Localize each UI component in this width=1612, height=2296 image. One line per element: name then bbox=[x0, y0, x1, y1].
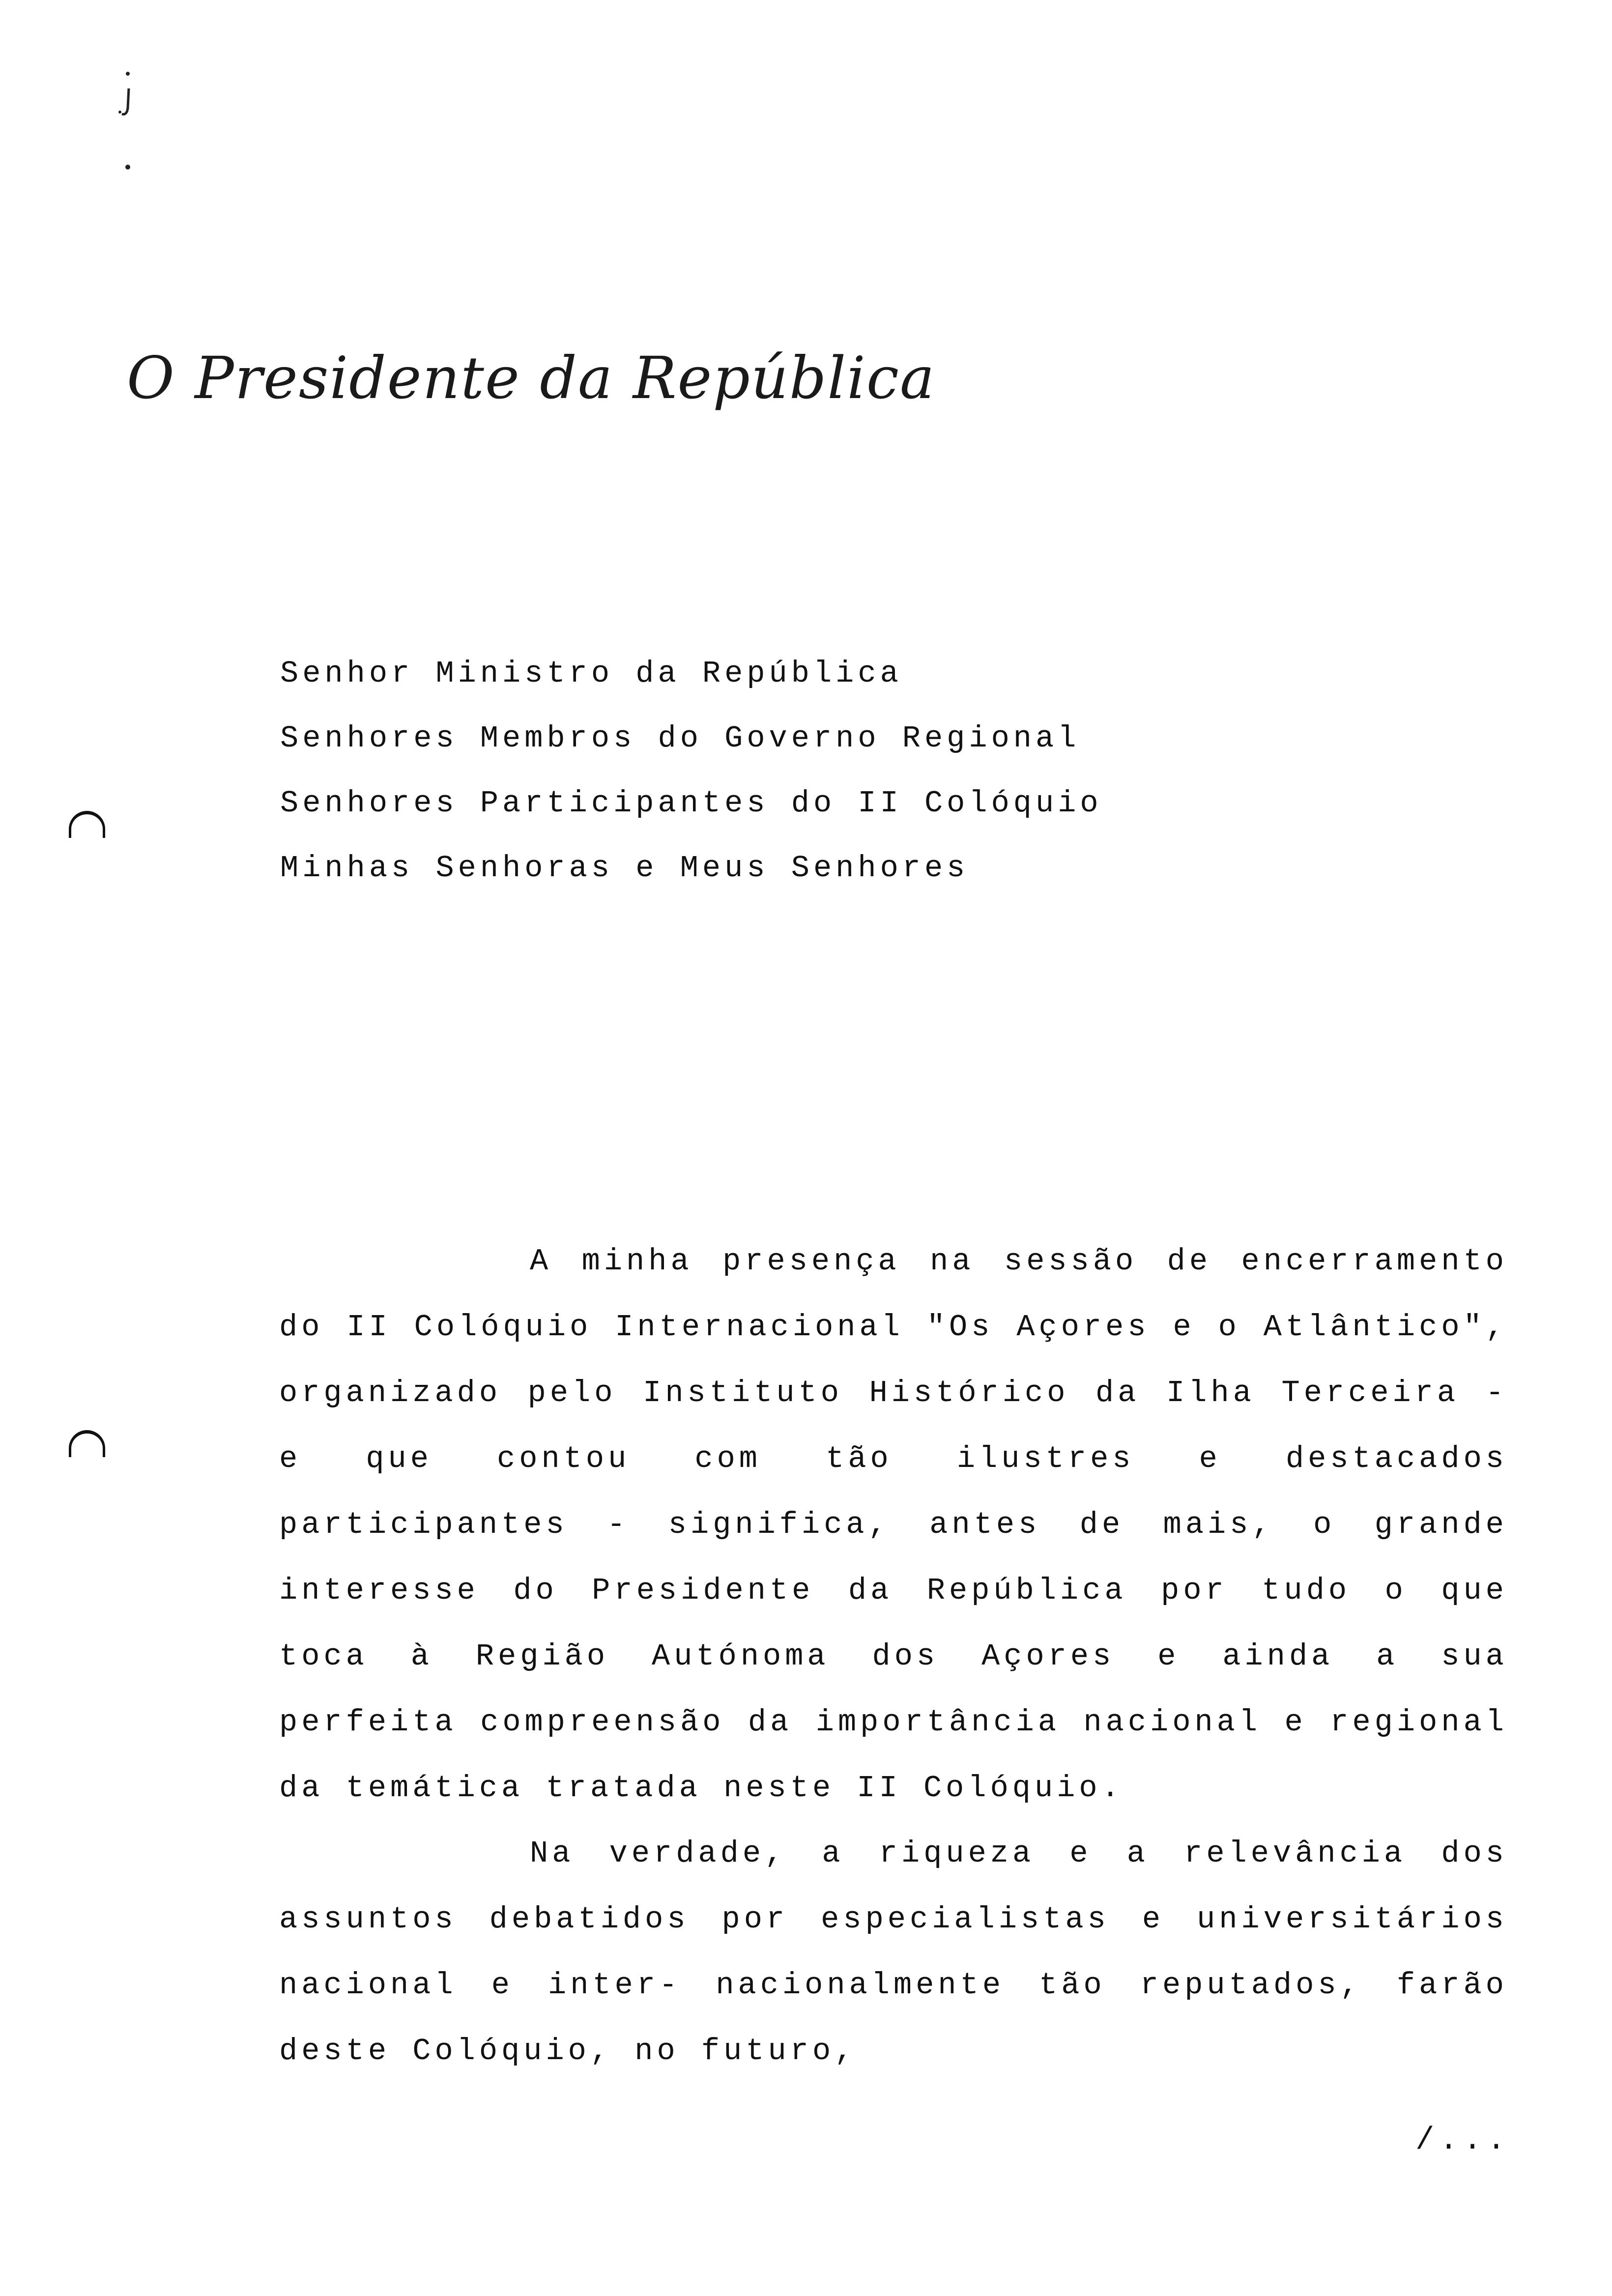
paragraph-1-text: A minha presença na sessão de encerramento do II Colóquio Internacional "Os Açores e o Atlântico", organizado pelo Instituto Histórico da Ilha Terceira - e que contou com tão ilustres e destacados participantes - significa, antes de mais, o grande interesse do Presidente da República por tudo o que toca à Região Autónoma dos Açores e ainda a sua perfeita compreensão da importância nacional e regional da temática tratada neste II Colóquio. bbox=[279, 1244, 1508, 1806]
letterhead-title: O Presidente da República bbox=[127, 344, 936, 412]
paragraph-2-text: Na verdade, a riqueza e a relevância dos assuntos debatidos por especialistas e universitários nacional e inter- nacionalmente tão reputados, farão deste Colóquio, no futuro, bbox=[279, 1836, 1508, 2068]
punch-hole-mark bbox=[69, 1430, 105, 1457]
page-continuation-mark: /... bbox=[1415, 2123, 1511, 2158]
salutation-block bbox=[280, 641, 1102, 901]
salutation-line: Senhor Ministro da República bbox=[280, 656, 902, 691]
body-paragraph-2 bbox=[279, 1821, 1508, 2084]
punch-hole-mark bbox=[69, 811, 105, 838]
scan-artifact-mark bbox=[117, 69, 137, 177]
body-paragraph-1 bbox=[279, 1229, 1508, 1821]
salutation-line: Senhores Participantes do II Colóquio bbox=[280, 786, 1102, 821]
salutation-line: Senhores Membros do Governo Regional bbox=[280, 721, 1080, 756]
salutation-line: Minhas Senhoras e Meus Senhores bbox=[280, 851, 969, 886]
